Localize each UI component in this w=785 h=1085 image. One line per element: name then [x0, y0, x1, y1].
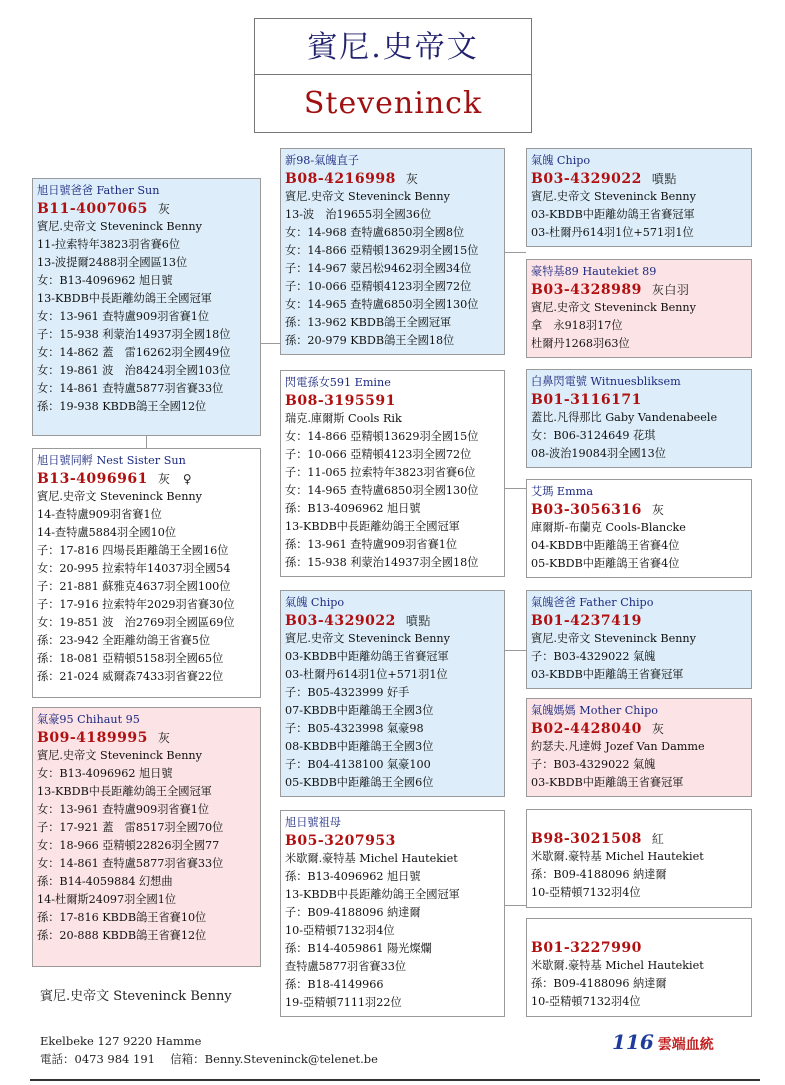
- pedigree-box-dds: [526, 809, 752, 908]
- record-line: 女：B13-4096962 旭日號: [37, 767, 173, 780]
- record-line: 03-KBDB中距離幼鴿王省賽冠軍: [285, 650, 449, 663]
- bird-name: 閃電孫女591 Emine: [285, 376, 391, 389]
- pedigree-box-dsd: [526, 698, 752, 797]
- pedigree-box-sire: [32, 178, 261, 436]
- connector-line: [505, 252, 526, 253]
- pedigree-box-sire-dam: [280, 370, 505, 577]
- record-line: 子：17-816 四場長距離鴿王全國16位: [37, 544, 229, 557]
- bird-name: 新98-氣魄直子: [285, 154, 359, 167]
- connector-line: [505, 488, 526, 489]
- record-line: 孫：15-938 利蒙治14937羽全國18位: [285, 556, 479, 569]
- connector-line: [505, 905, 526, 906]
- record-line: 孫：B18-4149966: [285, 978, 384, 991]
- record-line: 賓尼.史帝文 Steveninck Benny: [531, 301, 696, 314]
- pedigree-box-sss: [526, 148, 752, 247]
- record-line: 孫：B14-4059861 陽光燦爛: [285, 942, 432, 955]
- pedigree-title: [254, 18, 532, 133]
- bird-name: 旭日號祖母: [285, 816, 341, 829]
- bird-color: 灰: [157, 731, 171, 745]
- pedigree-box-dam: [32, 448, 261, 698]
- record-line: 女：19-861 波 治8424羽全國103位: [37, 364, 231, 377]
- pedigree-box-ddd: [526, 918, 752, 1017]
- record-line: 13-KBDB中長距離幼鴿王全國冠軍: [37, 785, 212, 798]
- bird-color: 灰 ♀: [157, 472, 193, 486]
- connector-line: [505, 650, 526, 651]
- record-line: 13-KBDB中長距離幼鴿王全國冠軍: [285, 888, 460, 901]
- bird-color: 灰: [405, 172, 419, 186]
- record-line: 10-亞精頓7132羽4位: [531, 995, 641, 1008]
- phone-email: 電話：0473 984 191 信箱：Benny.Steveninck@telenet.be: [40, 1052, 378, 1066]
- breeder-name: 賓尼.史帝文 Steveninck Benny: [40, 989, 232, 1004]
- ring-number: B08-3195591: [285, 393, 396, 409]
- record-line: 03-KBDB中距離幼鴿王省賽冠軍: [531, 208, 695, 221]
- ring-number: B01-3227990: [531, 940, 642, 956]
- record-line: 賓尼.史帝文 Steveninck Benny: [285, 190, 450, 203]
- record-line: 子：B03-4329022 氣魄: [531, 650, 656, 663]
- record-line: 子：B04-4138100 氣豪100: [285, 758, 431, 771]
- owner-name-chinese: 賓尼.史帝文: [255, 19, 531, 75]
- record-line: 女：B06-3124649 花琪: [531, 429, 656, 442]
- record-line: 女：20-995 拉索特年14037羽全國54: [37, 562, 231, 575]
- pedigree-box-dam-dam: [280, 810, 505, 1017]
- address: Ekelbeke 127 9220 Hamme: [40, 1034, 202, 1048]
- bird-color: 噴點: [651, 172, 677, 186]
- record-line: 03-KBDB中距離鴿王省賽冠軍: [531, 668, 684, 681]
- record-line: 拿 永918羽17位: [531, 319, 623, 332]
- record-line: 03-杜爾丹614羽1位+571羽1位: [531, 226, 694, 239]
- record-line: 14-杜爾斯24097羽全國1位: [37, 893, 177, 906]
- record-line: 孫：B14-4059884 幻想曲: [37, 875, 173, 888]
- bird-color: 灰: [651, 503, 665, 517]
- record-line: 子：11-065 拉索特年3823羽省賽6位: [285, 466, 476, 479]
- record-line: 13-KBDB中長距離幼鴿王全國冠軍: [37, 292, 212, 305]
- bird-color: 紅: [651, 832, 665, 846]
- record-line: 米歇爾.豪特基 Michel Hautekiet: [531, 959, 704, 972]
- ring-number: B03-4329022 噴點: [285, 613, 431, 629]
- record-line: 子：B05-4323999 好手: [285, 686, 410, 699]
- ring-number: B08-4216998 灰: [285, 171, 419, 187]
- record-line: 孫：B13-4096962 旭日號: [285, 502, 421, 515]
- ring-number: B98-3021508 紅: [531, 831, 665, 847]
- record-line: 07-KBDB中距離鴿王全國3位: [285, 704, 434, 717]
- record-line: 14-查特盧909羽省賽1位: [37, 508, 162, 521]
- bird-name: 氣豪95 Chihaut 95: [37, 713, 140, 726]
- bird-name: 艾瑪 Emma: [531, 485, 593, 498]
- record-line: 13-KBDB中長距離幼鴿王全國冠軍: [285, 520, 460, 533]
- pedigree-box-dam-sire: [280, 590, 505, 797]
- record-line: 子：15-938 利蒙治14937羽全國18位: [37, 328, 231, 341]
- contact-info: [40, 1032, 378, 1068]
- record-line: 賓尼.史帝文 Steveninck Benny: [37, 220, 202, 233]
- ring-number: B03-3056316 灰: [531, 502, 665, 518]
- record-line: 03-KBDB中距離鴿王省賽冠軍: [531, 776, 684, 789]
- bird-color: 噴點: [405, 614, 431, 628]
- pedigree-box-dss: [526, 590, 752, 689]
- ring-number: B13-4096961 灰 ♀: [37, 471, 193, 487]
- record-line: 05-KBDB中距離鴿王省賽4位: [531, 557, 680, 570]
- bird-name: 氣魄爸爸 Father Chipo: [531, 596, 654, 609]
- record-line: 子：14-967 蒙呂松9462羽全國34位: [285, 262, 472, 275]
- footer-divider: [30, 1079, 760, 1081]
- bird-color: 灰白羽: [651, 283, 690, 297]
- record-line: 子：21-881 蘇雅克4637羽全國100位: [37, 580, 231, 593]
- connector-line: [146, 436, 147, 448]
- ring-number: B03-4328989 灰白羽: [531, 282, 690, 298]
- bird-name: 旭日號爸爸 Father Sun: [37, 184, 160, 197]
- cloud-pedigree-logo: [612, 1030, 722, 1056]
- record-line: 子：10-066 亞精頓4123羽全國72位: [285, 280, 472, 293]
- record-line: 19-亞精頓7111羽22位: [285, 996, 402, 1009]
- record-line: 女：14-861 查特盧5877羽省賽33位: [37, 382, 224, 395]
- record-line: 女：14-968 查特盧6850羽全國8位: [285, 226, 465, 239]
- logo-number: 116: [612, 1030, 654, 1054]
- record-line: 孫：17-816 KBDB鴿王省賽10位: [37, 911, 207, 924]
- record-line: 瑞克.庫爾斯 Cools Rik: [285, 412, 402, 425]
- bird-name: 氣魄 Chipo: [531, 154, 591, 167]
- record-line: 約瑟夫.凡達姆 Jozef Van Damme: [531, 740, 705, 753]
- pedigree-box-half-sibling: [32, 707, 261, 967]
- record-line: 女：B13-4096962 旭日號: [37, 274, 173, 287]
- record-line: 孫：B13-4096962 旭日號: [285, 870, 421, 883]
- record-line: 孫：18-081 亞精頓5158羽全國65位: [37, 652, 224, 665]
- logo-text: 雲端血統: [657, 1037, 714, 1053]
- record-line: 賓尼.史帝文 Steveninck Benny: [37, 490, 202, 503]
- record-line: 蓋比.凡得那比 Gaby Vandenabeele: [531, 411, 718, 424]
- record-line: 孫：21-024 威爾森7433羽省賽22位: [37, 670, 224, 683]
- record-line: 米歇爾.豪特基 Michel Hautekiet: [531, 850, 704, 863]
- ring-number: B03-4329022 噴點: [531, 171, 677, 187]
- pedigree-box-sdd: [526, 479, 752, 578]
- bird-name: 氣魄 Chipo: [285, 596, 345, 609]
- record-line: 子：17-916 拉索特年2029羽省賽30位: [37, 598, 235, 611]
- record-line: 女：19-851 波 治2769羽全國區69位: [37, 616, 235, 629]
- ring-number: B09-4189995 灰: [37, 730, 171, 746]
- ring-number: B01-4237419: [531, 613, 642, 629]
- record-line: 子：10-066 亞精頓4123羽全國72位: [285, 448, 472, 461]
- record-line: 女：14-965 查特盧6850羽全國130位: [285, 484, 479, 497]
- pedigree-box-ssd: [526, 259, 752, 358]
- record-line: 孫：13-961 查特盧909羽省賽1位: [285, 538, 458, 551]
- record-line: 女：13-961 查特盧909羽省賽1位: [37, 803, 210, 816]
- record-line: 庫爾斯-布蘭克 Cools-Blancke: [531, 521, 686, 534]
- pedigree-box-sds: [526, 369, 752, 468]
- record-line: 賓尼.史帝文 Steveninck Benny: [285, 632, 450, 645]
- record-line: 08-波治19084羽全國13位: [531, 447, 666, 460]
- record-line: 孫：B09-4188096 納達爾: [531, 868, 667, 881]
- record-line: 賓尼.史帝文 Steveninck Benny: [531, 632, 696, 645]
- record-line: 杜爾丹1268羽63位: [531, 337, 630, 350]
- record-line: 米歇爾.豪特基 Michel Hautekiet: [285, 852, 458, 865]
- record-line: 子：B03-4329022 氣魄: [531, 758, 656, 771]
- owner-name-english: Steveninck: [303, 86, 483, 121]
- record-line: 女：18-966 亞精頓22826羽全國77: [37, 839, 220, 852]
- record-line: 13-波提爾2488羽全國區13位: [37, 256, 188, 269]
- record-line: 女：14-861 查特盧5877羽省賽33位: [37, 857, 224, 870]
- bird-color: 灰: [651, 722, 665, 736]
- record-line: 08-KBDB中距離鴿王全國3位: [285, 740, 434, 753]
- record-line: 賓尼.史帝文 Steveninck Benny: [531, 190, 696, 203]
- record-line: 13-波 治19655羽全國36位: [285, 208, 432, 221]
- bird-name: 旭日號同孵 Nest Sister Sun: [37, 454, 186, 467]
- record-line: 孫：20-979 KBDB鴿王全國18位: [285, 334, 455, 347]
- record-line: 子：B09-4188096 納達爾: [285, 906, 421, 919]
- record-line: 孫：19-938 KBDB鴿王全國12位: [37, 400, 207, 413]
- record-line: 女：13-961 查特盧909羽省賽1位: [37, 310, 210, 323]
- bird-name: 豪特基89 Hautekiet 89: [531, 265, 657, 278]
- record-line: 14-查特盧5884羽全國10位: [37, 526, 177, 539]
- record-line: 女：14-866 亞精頓13629羽全國15位: [285, 430, 479, 443]
- bird-name: 白鼻閃電號 Witnuesbliksem: [531, 375, 681, 388]
- record-line: 女：14-866 亞精頓13629羽全國15位: [285, 244, 479, 257]
- ring-number: B05-3207953: [285, 833, 396, 849]
- record-line: 查特盧5877羽省賽33位: [285, 960, 407, 973]
- ring-number: B11-4007065 灰: [37, 201, 171, 217]
- record-line: 05-KBDB中距離鴿王全國6位: [285, 776, 434, 789]
- record-line: 女：14-862 蓋 雷16262羽全國49位: [37, 346, 231, 359]
- record-line: 子：17-921 蓋 雷8517羽全國70位: [37, 821, 224, 834]
- bird-name: 氣魄媽媽 Mother Chipo: [531, 704, 658, 717]
- record-line: 孫：B09-4188096 納達爾: [531, 977, 667, 990]
- connector-line: [261, 343, 280, 344]
- record-line: 03-杜爾丹614羽1位+571羽1位: [285, 668, 448, 681]
- record-line: 10-亞精頓7132羽4位: [285, 924, 395, 937]
- record-line: 孫：23-942 全距離幼鴿王省賽5位: [37, 634, 211, 647]
- record-line: 11-拉索特年3823羽省賽6位: [37, 238, 181, 251]
- ring-number: B02-4428040 灰: [531, 721, 665, 737]
- record-line: 04-KBDB中距離鴿王省賽4位: [531, 539, 680, 552]
- record-line: 孫：13-962 KBDB鴿王全國冠軍: [285, 316, 452, 329]
- record-line: 10-亞精頓7132羽4位: [531, 886, 641, 899]
- record-line: 女：14-965 查特盧6850羽全國130位: [285, 298, 479, 311]
- record-line: 孫：20-888 KBDB鴿王省賽12位: [37, 929, 207, 942]
- bird-color: 灰: [157, 202, 171, 216]
- ring-number: B01-3116171: [531, 392, 642, 408]
- record-line: 賓尼.史帝文 Steveninck Benny: [37, 749, 202, 762]
- pedigree-box-sire-sire: [280, 148, 505, 355]
- record-line: 子：B05-4323998 氣豪98: [285, 722, 424, 735]
